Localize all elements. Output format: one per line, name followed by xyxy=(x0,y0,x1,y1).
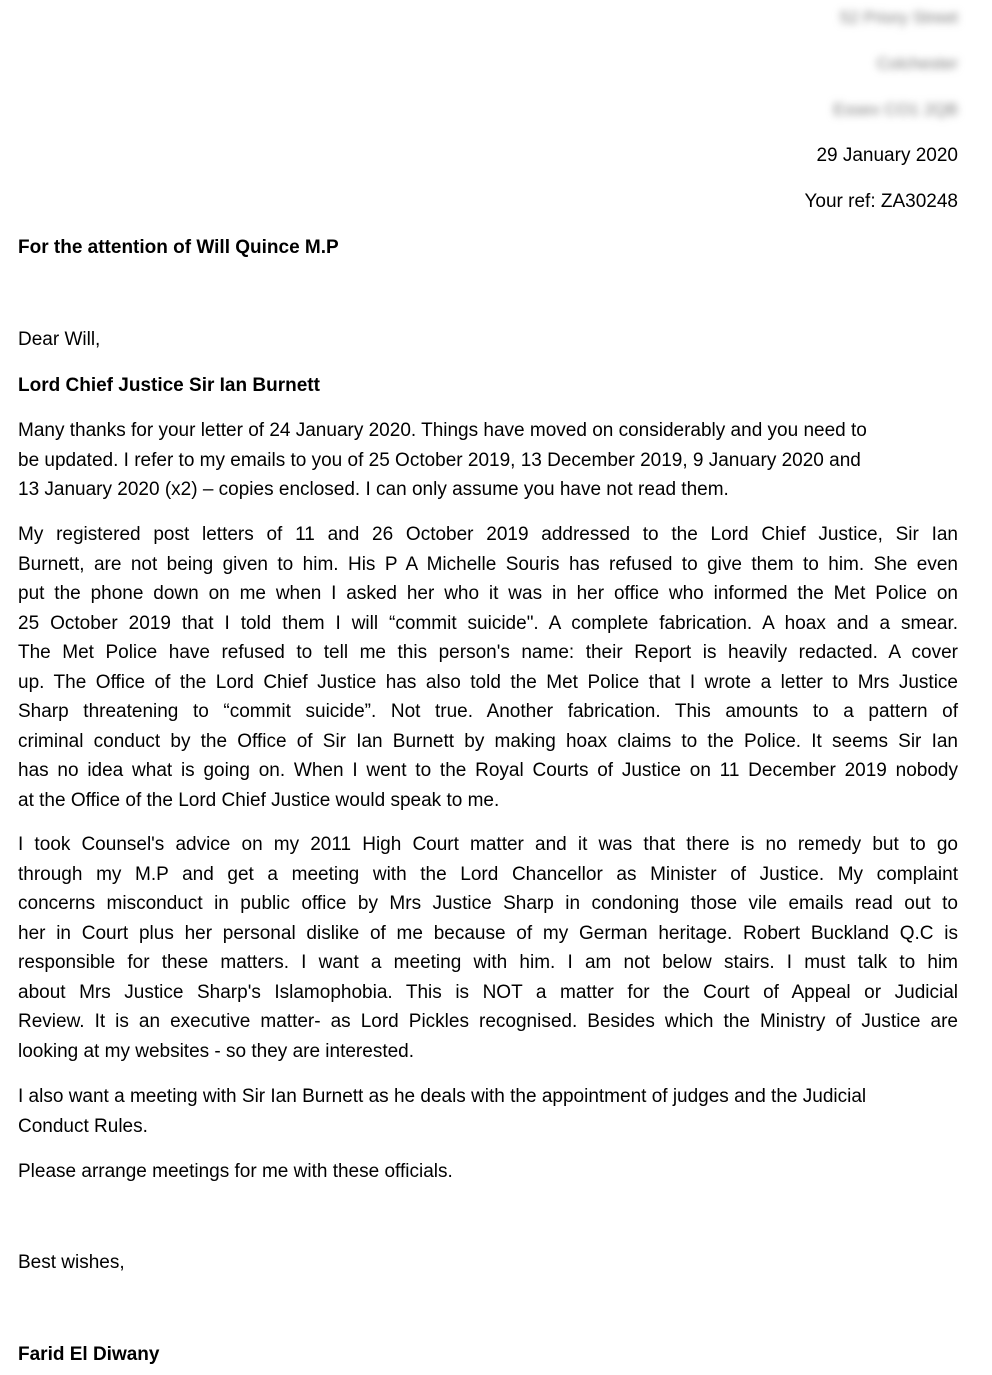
paragraph-line: 13 January 2020 (x2) – copies enclosed. I can only assume you have not read them. xyxy=(18,479,729,500)
body-paragraph-3 xyxy=(18,830,958,1066)
paragraph-line: Review. It is an executive matter- as Lord Pickles recognised. Besides which the Ministry of Justice are xyxy=(18,1011,958,1032)
paragraph-line: be updated. I refer to my emails to you of 25 October 2019, 13 December 2019, 9 January 2020 and xyxy=(18,449,861,471)
signature-name: Farid El Diwany xyxy=(18,1344,160,1365)
sender-address-line-1: 52 Priory Street xyxy=(839,8,958,27)
paragraph-line: her in Court plus her personal dislike of me because of my German heritage. Robert Buckland Q.C is xyxy=(18,922,958,944)
paragraph-line: I took Counsel's advice on my 2011 High Court matter and it was that there is no remedy but to go xyxy=(18,834,958,855)
paragraph-line: The Met Police have refused to tell me this person's name: their Report is heavily redacted. A cover xyxy=(18,642,958,663)
paragraph-line: responsible for these matters. I want a meeting with him. I am not below stairs. I must talk to him xyxy=(18,952,958,973)
sender-address-line-2: Colchester xyxy=(876,54,958,73)
sender-address-line-3: Essex CO1 2QB xyxy=(833,100,958,119)
reference-number: Your ref: ZA30248 xyxy=(804,191,958,212)
paragraph-line: about Mrs Justice Sharp's Islamophobia. This is NOT a matter for the Court of Appeal or Judicial xyxy=(18,981,958,1003)
sender-address-redacted xyxy=(658,6,958,144)
paragraph-line: Many thanks for your letter of 24 January 2020. Things have moved on considerably and you need to xyxy=(18,420,867,441)
paragraph-line: Conduct Rules. xyxy=(18,1115,148,1137)
paragraph-line: at the Office of the Lord Chief Justice would speak to me. xyxy=(18,789,500,811)
paragraph-line: looking at my websites - so they are interested. xyxy=(18,1040,415,1062)
body-paragraph-4 xyxy=(18,1082,958,1141)
body-paragraph-2 xyxy=(18,520,958,815)
letter-date: 29 January 2020 xyxy=(816,145,958,166)
paragraph-line: Please arrange meetings for me with these officials. xyxy=(18,1161,453,1182)
paragraph-line: has no idea what is going on. When I went to the Royal Courts of Justice on 11 December 2019 nobody xyxy=(18,760,958,781)
body-paragraph-5 xyxy=(18,1157,958,1187)
paragraph-line: My registered post letters of 11 and 26 October 2019 addressed to the Lord Chief Justice, Sir Ian xyxy=(18,524,958,545)
attention-line: For the attention of Will Quince M.P xyxy=(18,237,339,258)
letter-page xyxy=(18,0,958,1375)
paragraph-line: 25 October 2019 that I told them I will “commit suicide". A complete fabrication. A hoax and a smear. xyxy=(18,612,958,634)
paragraph-line: through my M.P and get a meeting with the Lord Chancellor as Minister of Justice. My complaint xyxy=(18,863,958,885)
closing: Best wishes, xyxy=(18,1252,125,1273)
paragraph-line: I also want a meeting with Sir Ian Burnett as he deals with the appointment of judges and the Judicial xyxy=(18,1086,867,1107)
paragraph-line: Sharp threatening to “commit suicide”. Not true. Another fabrication. This amounts to a pattern of xyxy=(18,701,958,722)
paragraph-line: up. The Office of the Lord Chief Justice has also told the Met Police that I wrote a letter to Mrs Justice xyxy=(18,671,958,693)
paragraph-line: put the phone down on me when I asked her who it was in her office who informed the Met Police on xyxy=(18,583,958,604)
body-paragraph-1 xyxy=(18,416,958,505)
paragraph-line: concerns misconduct in public office by Mrs Justice Sharp in condoning those vile emails read out to xyxy=(18,893,958,914)
paragraph-line: criminal conduct by the Office of Sir Ian Burnett by making hoax claims to the Police. It seems Sir Ian xyxy=(18,730,958,752)
salutation: Dear Will, xyxy=(18,329,101,350)
subject-line: Lord Chief Justice Sir Ian Burnett xyxy=(18,375,320,396)
paragraph-line: Burnett, are not being given to him. His P A Michelle Souris has refused to give them to him. She even xyxy=(18,553,958,575)
